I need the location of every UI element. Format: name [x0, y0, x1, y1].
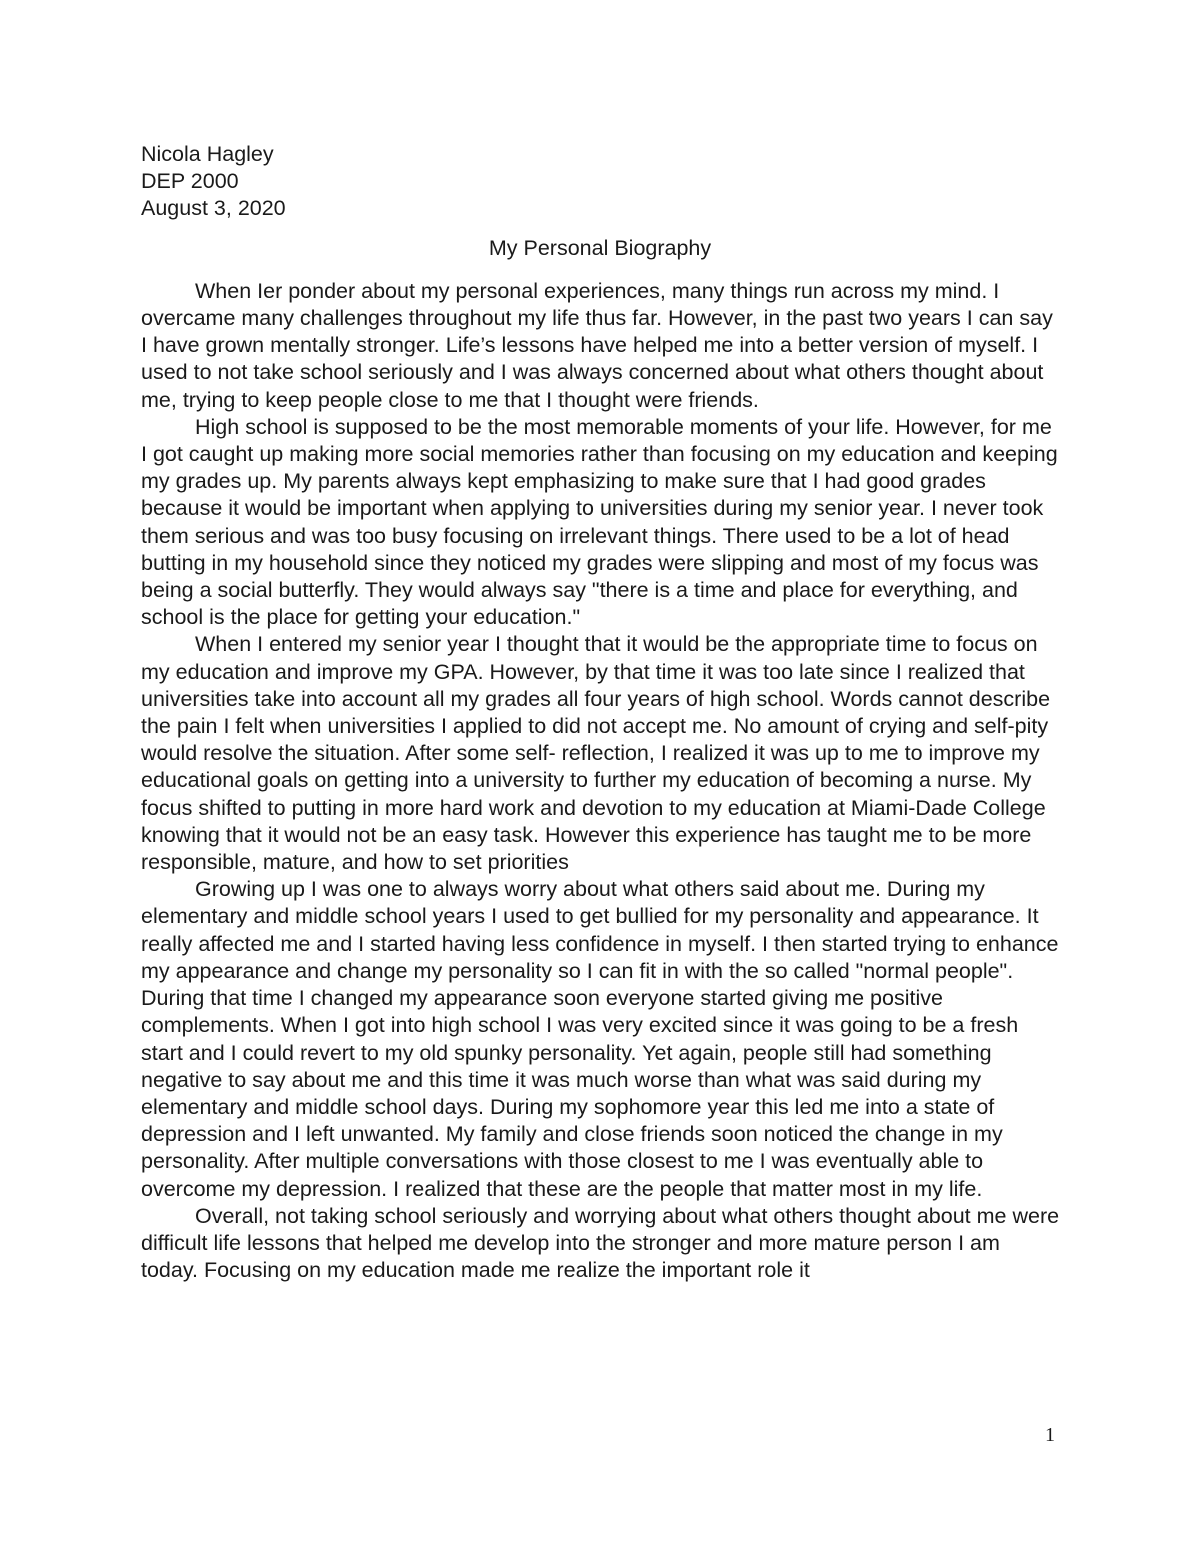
paragraph-4: Growing up I was one to always worry about what others said about me. During my elementary and middle school years I used to get bullied for my personality and appearance. It really affected me and I started having less confidence in myself. I then started trying to enhance my appearance and change my personality so I can fit in with the so called "normal people". During that time I changed my appearance soon everyone started giving me positive complements. When I got into high school I was very excited since it was going to be a fresh start and I could revert to my old spunky personality. Yet again, people still had something negative to say about me and this time it was much worse than what was said during my elementary and middle school days. During my sophomore year this led me into a state of depression and I left unwanted. My family and close friends soon noticed the change in my personality. After multiple conversations with those closest to me I was eventually able to overcome my depression. I realized that these are the people that matter most in my life.: [141, 877, 1059, 1201]
page-number: 1: [1045, 1424, 1055, 1446]
document-date: August 3, 2020: [141, 196, 286, 221]
document-title: My Personal Biography: [488, 235, 712, 260]
paragraph-1: When Ier ponder about my personal experiences, many things run across my mind. I overcame many challenges throughout my life thus far. However, in the past two years I can say I have grown mentally stronger. Life’s lessons have helped me into a better version of myself. I used to not take school seriously and I was always concerned about what others thought about me, trying to keep people close to me that I thought were friends.: [141, 278, 1053, 412]
paragraph-5: Overall, not taking school seriously and worrying about what others thought about me were difficult life lessons that helped me develop into the stronger and more mature person I am today. Focusing on my education made me realize the important role it: [141, 1203, 1060, 1283]
paragraph-2: High school is supposed to be the most memorable moments of your life. However, for me I got caught up making more social memories rather than focusing on my education and keeping my grades up. My parents always kept emphasizing to make sure that I had good grades because it would be important when applying to universities during my senior year. I never took them serious and was too busy focusing on irrelevant things. There used to be a lot of head butting in my household since they noticed my grades were slipping and most of my focus was being a social butterfly. They would always say "there is a time and place for everything, and school is the place for getting your education.": [141, 414, 1058, 630]
paragraph-3: When I entered my senior year I thought that it would be the appropriate time to focus on my education and improve my GPA. However, by that time it was too late since I realized that universities take into account all my grades all four years of high school. Words cannot describe the pain I felt when universities I applied to did not accept me. No amount of crying and self-pity would resolve the situation. After some self- reflection, I realized it was up to me to improve my educational goals on getting into a university to further my education of becoming a nurse. My focus shifted to putting in more hard work and devotion to my education at Miami-Dade College knowing that it would not be an easy task. However this experience has taught me to be more responsible, mature, and how to set priorities: [141, 632, 1051, 875]
course-code: DEP 2000: [141, 169, 239, 194]
author-name: Nicola Hagley: [141, 142, 274, 166]
document-body: [141, 141, 1061, 1284]
